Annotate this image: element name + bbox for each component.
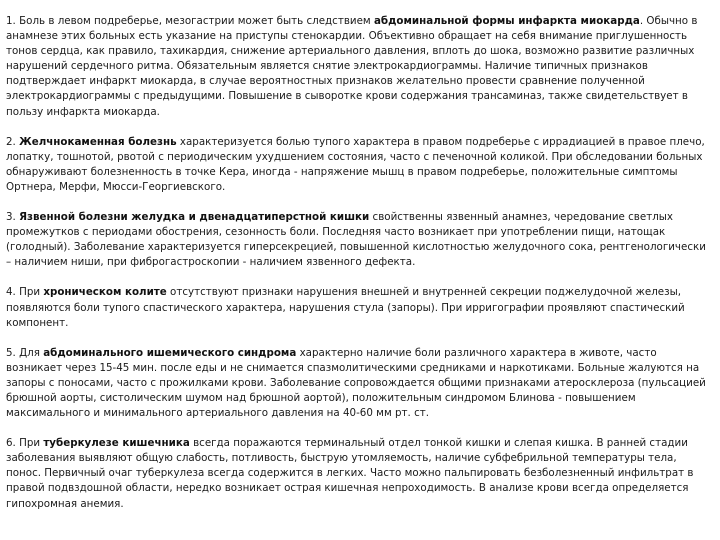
paragraph-gallstone-disease [6,135,712,195]
term-highlight: туберкулезе кишечника [43,437,190,450]
paragraph-text: . Обычно в анамнезе этих больных есть указание на приступы стенокардии. Объективно обращает на себя внимание приглушенность тонов сердца, как правило, тахикардия, снижение артериального давления, вплоть до шока, возможно развитие различных нарушений сердечного ритма. Обязательным является снятие электрокардиограммы. Наличие типичных признаков подтверждает инфаркт миокарда, в случае вероятностных признаков желательно провести сравнение полученной электрокардиограммы с предыдущими. Повышение в сыворотке крови содержания трансаминаз, также свидетельствует в пользу инфаркта миокарда. [6,15,698,118]
paragraph-text: 2. [6,135,20,148]
paragraph-intestinal-tuberculosis [6,436,712,511]
paragraph-peptic-ulcer [6,210,712,270]
term-highlight: абдоминальной формы инфаркта миокарда [373,15,640,27]
paragraph-text: 4. При [6,286,44,299]
term-highlight: абдоминального ишемического синдрома [43,346,297,359]
paragraph-chronic-colitis [6,285,712,330]
term-highlight: Язвенной болезни желудка и двенадцатиперстной кишки [19,211,370,224]
paragraph-text: 1. Боль в левом подреберье, мезогастрии может быть следствием [6,15,374,27]
paragraph-text: 3. [6,211,20,224]
paragraph-text: отсутствуют признаки нарушения внешней и внутренней секреции поджелудочной железы, появляются боли тупого спастического характера, нарушения стула (запоры). При ирригографии проявляют спастический компонент. [6,286,685,329]
paragraph-text: характерно наличие боли различного характера в животе, часто возникает через 15-45 мин. после еды и не снимается спазмолитическими средниками и наркотиками. Больные жалуются на запоры с поносами, часто с прожилками крови. Заболевание сопровождается общими признаками атеросклероза (пульсацией брюшной аорты, систолическим шумом над брюшной аортой), положительным синдромом Блинова - повышением максимального и минимального артериального давления на 40-60 мм рт. ст. [6,346,706,420]
paragraph-text: всегда поражаются терминальный отдел тонкой кишки и слепая кишка. В ранней стадии заболевания выявляют общую слабость, потливость, быструю утомляемость, наличие субфебрильной температуры тела, понос. Первичный очаг туберкулеза всегда содержится в легких. Часто можно пальпировать безболезненный инфильтрат в правой подвздошной области, нередко возникает острая кишечная непроходимость. В анализе крови всегда определяется гипохромная анемия. [6,437,694,510]
term-highlight: Желчнокаменная болезнь [19,135,177,148]
paragraph-abdominal-infarction [6,14,712,120]
document-page [6,14,712,527]
paragraph-ischemic-syndrome [6,346,712,421]
term-highlight: хроническом колите [43,286,167,299]
paragraph-text: свойственны язвенный анамнез, чередование светлых промежутков с периодами обострения, сезонность боли. Последняя часто возникает при употреблении пищи, натощак (голодный). Заболевание характеризуется гиперсекрецией, повышенной кислотностью желудочного сока, рентгенологически – наличием ниши, при фиброгастроскопии - наличием язвенного дефекта. [6,211,706,269]
paragraph-text: 5. Для [6,346,44,359]
paragraph-text: характеризуется болью тупого характера в правом подреберье с иррадиацией в правое плечо, лопатку, тошнотой, рвотой с периодическим ухудшением состояния, часто с печеночной коликой. При обследовании больных обнаруживают болезненность в точке Кера, иногда - напряжение мышц в правом подреберье, положительные симптомы Ортнера, Мерфи, Мюсси-Георгиевского. [6,135,705,193]
paragraph-text: 6. При [6,437,44,450]
